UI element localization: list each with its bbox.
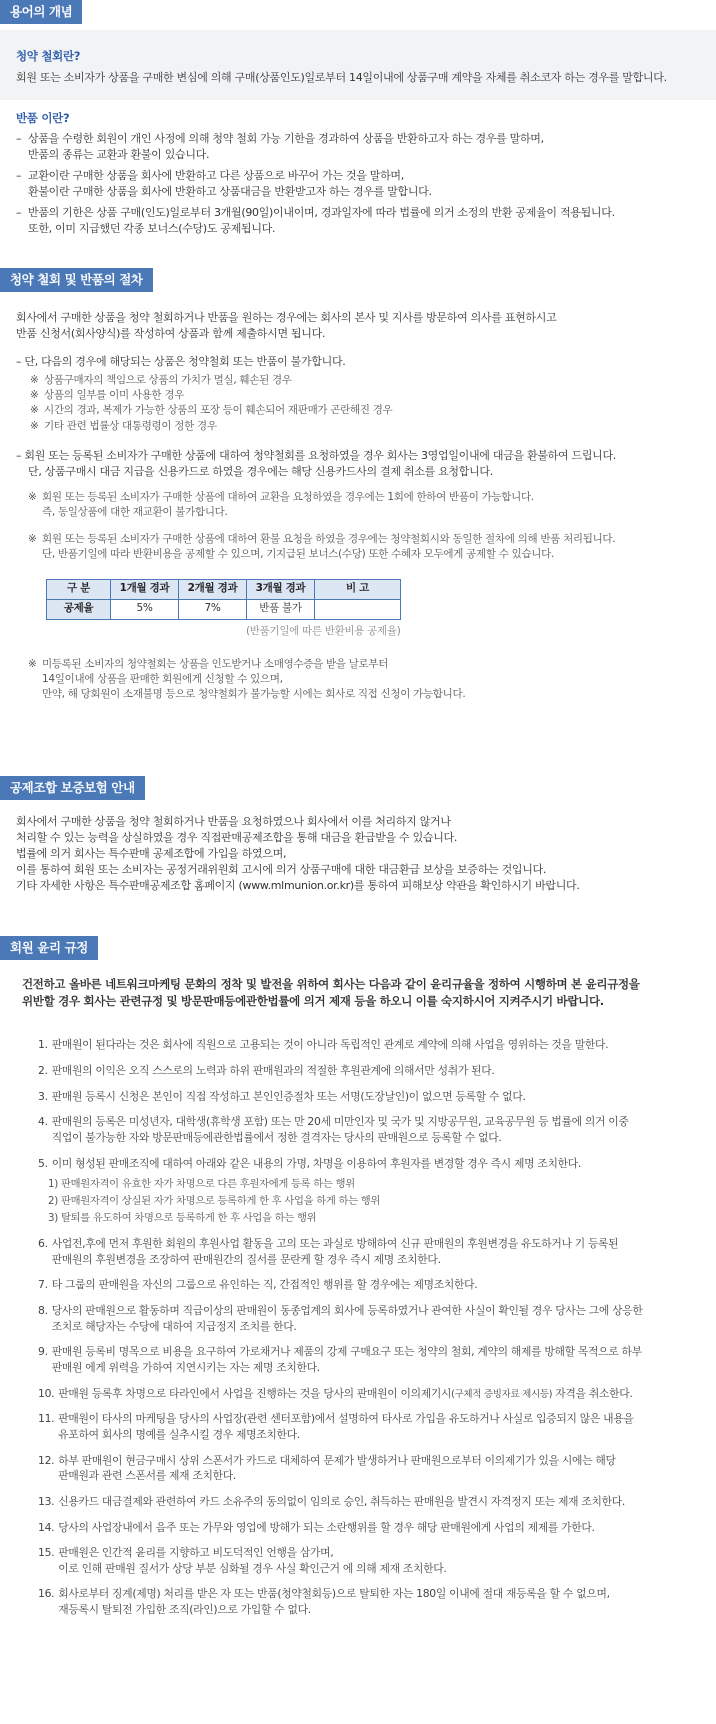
- rule-line: [58, 1411, 704, 1427]
- rule-text: [52, 1089, 704, 1105]
- rule-line: [58, 1586, 704, 1602]
- rule-line: [58, 1520, 704, 1536]
- rule-number: 12.: [38, 1453, 55, 1467]
- rule-5-sublist: [38, 1177, 704, 1226]
- insurance-line: 이를 통하여 회원 또는 소비자는 공정거래위원회 고시에 의거 상품구매에 대한 대금환급 보상을 보증하는 것입니다.: [16, 862, 547, 876]
- rule-line-text: 판매원이 된다라는 것은 회사에 직원으로 고용되는 것이 아니라 독립적인 관계로 계약에 의해 사업을 영위하는 것을 말한다.: [51, 1038, 609, 1052]
- rule-line: [58, 1545, 704, 1561]
- list-item-line: 반품의 종류는 교환과 환불이 있습니다.: [28, 148, 210, 162]
- refund-note: ※ 회원 또는 등록된 소비자가 구매한 상품에 대하여 환불 요청을 하였을 경우에는 청약철회시와 동일한 절차에 의해 반품 처리됩니다. 단, 반품기일에 따라 반환비용을 공제할 수 있으며, 기지급된 보너스(수당) 또한 수혜자 모두에게 공제할 수 있습니다.: [28, 533, 616, 561]
- unregistered-note: ※ 미등록된 소비자의 청약철회는 상품을 인도받거나 소매영수증을 받을 날로부터 14일이내에 상품을 판매한 회원에게 신청할 수 있으며, 만약, 해 당회원이 소재불명 등으로 청약철회가 불가능할 시에는 회사로 직접 신청이 가능합니다.: [28, 657, 466, 701]
- list-item: [16, 205, 704, 237]
- rule-text: [52, 1156, 704, 1172]
- rule-number: 13.: [38, 1494, 55, 1508]
- insurance-line: 기타 자세한 사항은 특수판매공제조합 홈페이지 (www.mlmunion.or.kr)를 통하여 피해보상 약관을 확인하시기 바랍니다.: [16, 878, 580, 892]
- rule-text: [58, 1494, 704, 1510]
- rule-text: [52, 1303, 704, 1334]
- rule-line-text: 판매원 등록후 차명으로 타라인에서 사업을 진행하는 것을 당사의 판매원이 이의제기시: [58, 1386, 452, 1400]
- list-item-line: 또한, 이미 지급했던 각종 보너스(수당)도 공제됩니다.: [28, 222, 276, 236]
- rule-text: [52, 1344, 704, 1375]
- rule-line-text: 재등록시 탈퇴전 가입한 조직(라인)으로 가입할 수 없다.: [58, 1603, 311, 1617]
- rule-item: [38, 1344, 704, 1375]
- rule-line: [58, 1602, 704, 1618]
- rule-line: [52, 1089, 704, 1105]
- rule-line-text: 당사의 사업장내에서 음주 또는 가무와 영업에 방해가 되는 소란행위를 할 경우 해당 판매원에게 사업의 제제를 가한다.: [58, 1520, 595, 1534]
- list-item-text: 시간의 경과, 복제가 가능한 상품의 포장 등이 훼손되어 재판매가 곤란해진 경우: [44, 404, 393, 417]
- rule-line-text: 이로 인해 판매원 질서가 상당 부분 심화될 경우 사실 확인근거 에 의해 제재 조치한다.: [58, 1561, 447, 1575]
- rule-line-text: 판매원의 이익은 오직 스스로의 노력과 하위 판매원과의 적절한 후원관계에 의해서만 성취가 된다.: [51, 1064, 495, 1078]
- procedure-intro-line: 회사에서 구매한 상품을 청약 철회하거나 반품을 원하는 경우에는 회사의 본사 및 지사를 방문하여 의사를 표현하시고: [16, 311, 557, 325]
- withdrawal-definition: 회원 또는 소비자가 상품을 구매한 변심에 의해 구매(상품인도)일로부터 14일이내에 상품구매 계약을 자체를 취소코자 하는 경우를 말합니다.: [16, 70, 667, 84]
- rule-item: [38, 1586, 704, 1617]
- rule-line: [58, 1427, 704, 1443]
- exchange-note: ※ 회원 또는 등록된 소비자가 구매한 상품에 대하여 교환을 요청하였을 경우에는 1회에 한하여 반품이 가능합니다. 즉, 동일상품에 대한 재교환이 불가합니다.: [28, 490, 534, 518]
- procedure-intro: [16, 310, 704, 342]
- rule-line: [58, 1494, 704, 1510]
- rule-line: [58, 1468, 704, 1484]
- rule-text: [58, 1545, 704, 1576]
- rule-item: [38, 1156, 704, 1172]
- note-mark: ※: [30, 404, 39, 417]
- section-title-insurance: 공제조합 보증보험 안내: [0, 776, 145, 800]
- rule-line-text: 판매원은 인간적 윤리를 지향하고 비도덕적인 언행을 삼가며,: [58, 1546, 334, 1560]
- rule-line-text: 직업이 불가능한 자와 방문판매등에관한법률에서 정한 결격자는 당사의 판매원으로 등록할 수 없다.: [51, 1131, 502, 1145]
- rule-line: [52, 1319, 704, 1335]
- rule-number: 7.: [38, 1278, 48, 1292]
- rule-line-text: 신용카드 대금결제와 관련하여 카드 소유주의 동의없이 임의로 승인, 취득하는 판매원을 발견시 자격정지 또는 제재 조치한다.: [58, 1494, 626, 1508]
- rule-line-text: 판매원과 관련 스폰서를 제재 조치한다.: [58, 1469, 237, 1483]
- rule-number: 8.: [38, 1304, 48, 1317]
- rule-line-text: 이미 형성된 판매조직에 대하여 아래와 같은 내용의 가명, 차명을 이용하여 후원자를 변경할 경우 즉시 제명 조치한다.: [51, 1156, 582, 1170]
- dash-marker: –: [16, 132, 22, 146]
- rule-line: [52, 1156, 704, 1172]
- list-item-text: 상품의 일부를 이미 사용한 경우: [44, 389, 185, 402]
- rule-number: 2.: [38, 1064, 48, 1078]
- procedure-intro-line: 반품 신청서(회사양식)를 작성하여 상품과 함께 제출하시면 됩니다.: [16, 327, 326, 341]
- rule-number: 14.: [38, 1520, 55, 1534]
- rule-line: [52, 1303, 704, 1319]
- sublist-item: 1) 판매원자격이 유효한 자가 차명으로 다른 후원자에게 등록 하는 행위: [48, 1178, 355, 1191]
- insurance-line: 회사에서 구매한 상품을 청약 철회하거나 반품을 요청하였으나 회사에서 이를 처리하지 않거나: [16, 815, 451, 829]
- note-mark: ※: [30, 419, 39, 432]
- insurance-line: 처리할 수 있는 능력을 상실하였을 경우 직접판매공제조합을 통해 대금을 환급받을 수 있습니다.: [16, 831, 458, 845]
- ethics-rules: [0, 1009, 716, 1617]
- ethics-intro: 건전하고 올바른 네트워크마케팅 문화의 정착 및 발전을 위하여 회사는 다음과 같이 윤리규율을 정하여 시행하며 본 윤리규정을 위반할 경우 회사는 관련규정 및 방문판매등에관한법률에 의거 제재 등을 하오니 이를 숙지하시어 지켜주시기 바랍니다.: [22, 977, 640, 1008]
- note-mark: ※: [30, 389, 39, 402]
- rule-line: [52, 1063, 704, 1079]
- refund-policy-line: 단, 상품구매시 대금 지급을 신용카드로 하였을 경우에는 해당 신용카드사의 결제 취소를 요청합니다.: [28, 464, 493, 478]
- rule-text: [52, 1114, 704, 1145]
- rule-line-text: 하부 판매원이 현금구매시 상위 스폰서가 카드로 대체하여 문제가 발생하거나 판매원으로부터 이의제기가 있을 시에는 해당: [58, 1453, 616, 1467]
- deduction-rate-table: [46, 579, 401, 620]
- rule-line-text: 조치로 해당자는 수당에 대하여 지급정지 조치를 한다.: [51, 1319, 297, 1333]
- rule-line: [52, 1277, 704, 1293]
- list-item-line: 교환이란 구매한 상품을 회사에 반환하고 다른 상품으로 바꾸어 가는 것을 말하며,: [28, 169, 404, 183]
- rule-item: [38, 1114, 704, 1145]
- rule-line-text: 판매원 등록시 신청은 본인이 직접 작성하고 본인인증절차 또는 서명(도장날인)이 없으면 등록할 수 없다.: [51, 1089, 526, 1103]
- section-insurance: [0, 776, 716, 894]
- rule-item: [38, 1303, 704, 1334]
- rule-line-text: 판매원 에게 위력을 가하여 지연시키는 자는 제명 조치한다.: [51, 1360, 320, 1374]
- section-procedure: [0, 268, 716, 702]
- rule-text: [52, 1037, 704, 1053]
- return-question: 반품 이란?: [16, 110, 70, 125]
- rule-number: 11.: [38, 1412, 55, 1426]
- section-ethics: [0, 936, 716, 1628]
- section-terms: [0, 0, 716, 243]
- rule-line: [58, 1453, 704, 1469]
- rule-item: [38, 1494, 704, 1510]
- rule-text: [52, 1063, 704, 1079]
- rule-line-text: 판매원 등록비 명목으로 비용을 요구하여 가로채거나 제품의 강제 구매요구 또는 청약의 철회, 계약의 해제를 방해할 목적으로 하부: [51, 1345, 642, 1359]
- rule-number: 1.: [38, 1038, 48, 1052]
- table-caption: (반품기일에 따른 반환비용 공제율): [246, 624, 401, 637]
- rule-line-text: 유포하여 회사의 명예를 실추시킬 경우 제명조치한다.: [58, 1427, 300, 1441]
- rule-number: 15.: [38, 1546, 55, 1560]
- rule-item: [38, 1386, 704, 1402]
- rule-line-text: 판매원의 등록은 미성년자, 대학생(휴학생 포함) 또는 만 20세 미만인자 및 국가 및 지방공무원, 교육공무원 등 법률에 의거 이중: [51, 1115, 629, 1129]
- rule-item: [38, 1520, 704, 1536]
- not-allowed-list: [16, 373, 704, 434]
- rule-text: [58, 1386, 704, 1402]
- rule-item: [38, 1089, 704, 1105]
- list-item-line: 환불이란 구매한 상품을 회사에 반환하고 상품대금을 반환받고자 하는 경우를 말합니다.: [28, 185, 432, 199]
- list-item-line: 상품을 수령한 회원이 개인 사정에 의해 청약 철회 가능 기한을 경과하여 상품을 반환하고자 하는 경우를 말하며,: [28, 132, 544, 146]
- rule-number: 10.: [38, 1386, 55, 1400]
- rule-text: [52, 1277, 704, 1293]
- refund-policy-line: – 회원 또는 등록된 소비자가 구매한 상품에 대하여 청약철회를 요청하였을 경우 회사는 3영업일이내에 대금을 환불하여 드립니다.: [16, 448, 616, 462]
- list-item: [30, 373, 704, 388]
- insurance-line: 법률에 의거 회사는 특수판매 공제조합에 가입을 하였으며,: [16, 847, 287, 860]
- list-item-text: [28, 131, 544, 163]
- rule-line-text: 타 그룹의 판매원을 자신의 그룹으로 유인하는 직, 간접적인 행위를 할 경우에는 제명조치한다.: [51, 1278, 478, 1292]
- rule-line-tail: 자격을 취소한다.: [552, 1386, 633, 1400]
- refund-policy: [16, 448, 704, 480]
- rule-line: [52, 1236, 704, 1252]
- list-item-text: [28, 168, 432, 200]
- dash-marker: –: [16, 206, 22, 220]
- list-item-text: 상품구매자의 책임으로 상품의 가치가 멸실, 훼손된 경우: [44, 373, 292, 386]
- section-title-terms: 용어의 개념: [0, 0, 82, 24]
- list-item-text: 기타 관련 법률상 대통령령이 정한 경우: [44, 419, 217, 432]
- note-mark: ※: [30, 373, 39, 386]
- table-header-row: 구 분 1개월 경과 2개월 경과 3개월 경과 비 고: [47, 579, 401, 599]
- list-item: [30, 403, 704, 418]
- rule-number: 6.: [38, 1237, 48, 1251]
- rule-item: [38, 1236, 704, 1267]
- rule-inline-note: (구체적 증빙자료 제시등): [451, 1388, 553, 1400]
- rule-item: [38, 1277, 704, 1293]
- rule-text: [58, 1520, 704, 1536]
- section-title-procedure: 청약 철회 및 반품의 절차: [0, 268, 153, 292]
- not-allowed-heading: – 단, 다음의 경우에 해당되는 상품은 청약철회 또는 반품이 불가합니다.: [16, 355, 346, 368]
- rule-item: [38, 1453, 704, 1484]
- rule-number: 9.: [38, 1345, 48, 1359]
- list-item: [30, 419, 704, 434]
- rule-line-text: 당사의 판매원으로 활동하며 직급이상의 판매원이 동종업계의 회사에 등록하였거나 관여한 사실이 확인될 경우 당사는 그에 상응한: [51, 1304, 643, 1317]
- withdrawal-definition-box: [0, 30, 716, 100]
- rule-line: [52, 1360, 704, 1376]
- rule-line-text: 회사로부터 징계(제명) 처리를 받은 자 또는 반품(청약철회등)으로 탈퇴한 자는 180일 이내에 절대 재등록을 할 수 없으며,: [58, 1587, 610, 1601]
- sublist-item: 3) 탈퇴를 유도하여 차명으로 등록하게 한 후 사업을 하는 행위: [48, 1212, 317, 1225]
- rule-item: [38, 1063, 704, 1079]
- rule-number: 3.: [38, 1089, 48, 1103]
- rule-line: [52, 1252, 704, 1268]
- rule-item: [38, 1037, 704, 1053]
- rule-line: [58, 1561, 704, 1577]
- rule-text: [58, 1586, 704, 1617]
- dash-marker: –: [16, 169, 22, 183]
- list-item-line: 반품의 기한은 상품 구매(인도)일로부터 3개월(90일)이내이며, 경과일자에 따라 법률에 의거 소정의 반환 공제율이 적용됩니다.: [28, 206, 615, 220]
- list-item: [30, 388, 704, 403]
- rule-line: [52, 1130, 704, 1146]
- rule-line: [58, 1386, 704, 1402]
- sublist-item: 2) 판매원자격이 상실된 자가 차명으로 등록하게 한 후 사업을 하게 하는 행위: [48, 1195, 381, 1208]
- withdrawal-question: 청약 철회란?: [16, 49, 81, 64]
- rule-line-text: 판매원의 후원변경을 조장하여 판매원간의 질서를 문란케 할 경우 즉시 제명 조치한다.: [51, 1252, 441, 1266]
- list-item: [16, 131, 704, 163]
- rule-text: [52, 1236, 704, 1267]
- rule-item: [38, 1411, 704, 1442]
- rule-line: [52, 1037, 704, 1053]
- rule-line-text: 사업전,후에 먼저 후원한 회원의 후원사업 활동을 고의 또는 과실로 방해하여 신규 판매원의 후원변경을 유도하거나 기 등록된: [51, 1237, 619, 1251]
- rule-line-text: 판매원이 타사의 마케팅을 당사의 사업장(관련 센터포함)에서 설명하여 타사로 가입을 유도하거나 사실로 입증되지 않은 내용을: [58, 1412, 634, 1426]
- list-item-text: [28, 205, 615, 237]
- insurance-text: [0, 800, 716, 894]
- rule-number: 16.: [38, 1587, 55, 1601]
- list-item: [16, 168, 704, 200]
- table-row: 공제율 5% 7% 반품 불가: [47, 599, 401, 619]
- rule-line: [52, 1344, 704, 1360]
- rule-line: [52, 1114, 704, 1130]
- rule-text: [58, 1411, 704, 1442]
- rule-item: [38, 1545, 704, 1576]
- rule-number: 4.: [38, 1115, 48, 1129]
- rule-text: [58, 1453, 704, 1484]
- section-title-ethics: 회원 윤리 규정: [0, 936, 98, 960]
- return-definition-box: [0, 100, 716, 243]
- rule-number: 5.: [38, 1156, 48, 1170]
